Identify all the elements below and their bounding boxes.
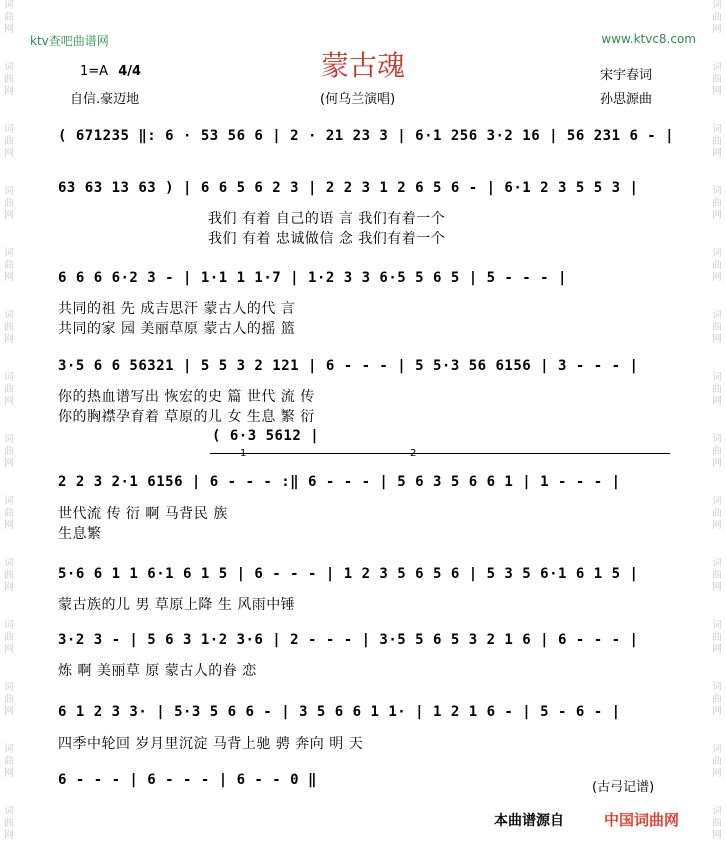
volta-bracket-line xyxy=(210,453,670,454)
watermark-glyphs: 词 曲 网 xyxy=(4,310,14,345)
score-row-3-verse2: 共同的家 园 美丽草原 蒙古人的摇 篮 xyxy=(58,321,296,337)
notation-credit: (古弓记谱) xyxy=(592,780,655,795)
score-row-5-verse1: 世代流 传 衍 啊 马背民 族 xyxy=(58,506,228,522)
score-row-3-notes: 6 6 6 6·2 3 - | 1·1 1 1·7 | 1·2 3 3 6·5 5 6 5 | 5 - - - | xyxy=(58,270,567,286)
score-row-4-verse1: 你的热血谱写出 恢宏的史 篇 世代 流 传 xyxy=(58,389,315,405)
site-name-left: ktv查吧曲谱网 xyxy=(30,34,109,48)
watermark-glyphs: 词 曲 网 xyxy=(4,62,14,97)
score-row-4-verse2: 你的胸襟孕育着 草原的儿 女 生息 繁 衍 xyxy=(58,409,315,425)
watermark-glyphs: 词 曲 网 xyxy=(712,248,722,283)
watermark-glyphs: 词 曲 网 xyxy=(4,620,14,655)
composer: 孙思源曲 xyxy=(600,92,653,107)
watermark-glyphs: 词 曲 网 xyxy=(712,744,722,779)
watermark-glyphs: 词 曲 网 xyxy=(712,186,722,221)
watermark-glyphs: 词 曲 网 xyxy=(712,0,722,35)
watermark-glyphs: 词 曲 网 xyxy=(4,558,14,593)
score-row-6-verse1: 蒙古族的儿 男 草原上降 生 风雨中锤 xyxy=(58,597,296,613)
watermark-glyphs: 词 曲 网 xyxy=(4,0,14,35)
watermark-glyphs: 词 曲 网 xyxy=(712,434,722,469)
volta-second-ending: 2 xyxy=(410,448,417,459)
time-signature: 4/4 xyxy=(118,64,142,79)
performer: (何乌兰演唱) xyxy=(320,92,396,107)
site-url-right: www.ktvc8.com xyxy=(601,32,696,46)
watermark-glyphs: 词 曲 网 xyxy=(712,496,722,531)
source-brand: 中国词曲网 xyxy=(604,811,680,829)
volta-intro-notes: ( 6·3 5612 | xyxy=(212,428,320,444)
score-row-1-notes: ( 671235 ‖: 6 · 53 56 6 | 2 · 21 23 3 | 6·1 256 3·2 16 | 56 231 6 - | xyxy=(58,128,675,144)
watermark-glyphs: 词 曲 网 xyxy=(4,186,14,221)
watermark-glyphs: 词 曲 网 xyxy=(712,682,722,717)
watermark-glyphs: 词 曲 网 xyxy=(4,744,14,779)
watermark-glyphs: 词 曲 网 xyxy=(4,682,14,717)
score-row-5-notes: 2 2 3 2·1 6156 | 6 - - - :‖ 6 - - - | 5 6 3 5 6 6 1 | 1 - - - | xyxy=(58,474,621,490)
watermark-glyphs: 词 曲 网 xyxy=(4,434,14,469)
score-row-4-notes: 3·5 6 6 56321 | 5 5 3 2 121 | 6 - - - | 5 5·3 56 6156 | 3 - - - | xyxy=(58,358,639,374)
score-row-2-verse2: 我们 有着 忠诚做信 念 我们有着一个 xyxy=(208,231,446,247)
watermark-glyphs: 词 曲 网 xyxy=(4,248,14,283)
song-title: 蒙古魂 xyxy=(320,49,405,82)
watermark-glyphs: 词 曲 网 xyxy=(4,496,14,531)
score-row-2-notes: 63 63 13 63 ) | 6 6 5 6 2 3 | 2 2 3 1 2 6 5 6 - | 6·1 2 3 5 5 3 | xyxy=(58,180,639,196)
score-row-3-verse1: 共同的祖 先 成吉思汗 蒙古人的代 言 xyxy=(58,301,296,317)
score-row-7-notes: 3·2 3 - | 5 6 3 1·2 3·6 | 2 - - - | 3·5 5 6 5 3 2 1 6 | 6 - - - | xyxy=(58,632,639,648)
score-row-5-verse2: 生息繁 xyxy=(58,526,102,542)
volta-first-ending: 1 xyxy=(240,448,247,459)
score-row-8-notes: 6 1 2 3 3· | 5·3 5 6 6 - | 3 5 6 6 1 1· | 1 2 1 6 - | 5 - 6 - | xyxy=(58,704,621,720)
source-label: 本曲谱源自 xyxy=(494,813,564,829)
watermark-glyphs: 词 曲 网 xyxy=(712,620,722,655)
key-signature xyxy=(80,64,141,79)
watermark-glyphs: 词 曲 网 xyxy=(4,124,14,159)
score-row-8-verse1: 四季中轮回 岁月里沉淀 马背上驰 骋 奔向 明 天 xyxy=(58,736,364,752)
watermark-glyphs: 词 曲 网 xyxy=(712,372,722,407)
watermark-glyphs: 词 曲 网 xyxy=(4,806,14,841)
lyricist: 宋宇春词 xyxy=(600,68,653,83)
key-label: 1=A xyxy=(80,64,109,79)
watermark-glyphs: 词 曲 网 xyxy=(712,558,722,593)
score-row-2-verse1: 我们 有着 自己的语 言 我们有着一个 xyxy=(208,211,446,227)
watermark-glyphs: 词 曲 网 xyxy=(712,62,722,97)
score-row-9-notes: 6 - - - | 6 - - - | 6 - - 0 ‖ xyxy=(58,772,317,788)
watermark-glyphs: 词 曲 网 xyxy=(712,124,722,159)
score-row-6-notes: 5·6 6 1 1 6·1 6 1 5 | 6 - - - | 1 2 3 5 6 5 6 | 5 3 5 6·1 6 1 5 | xyxy=(58,566,639,582)
watermark-glyphs: 词 曲 网 xyxy=(4,372,14,407)
watermark-glyphs: 词 曲 网 xyxy=(712,310,722,345)
score-row-7-verse1: 炼 啊 美丽草 原 蒙古人的眷 恋 xyxy=(58,663,257,679)
performance-style: 自信.豪迈地 xyxy=(70,92,140,107)
watermark-glyphs: 词 曲 网 xyxy=(712,806,722,841)
